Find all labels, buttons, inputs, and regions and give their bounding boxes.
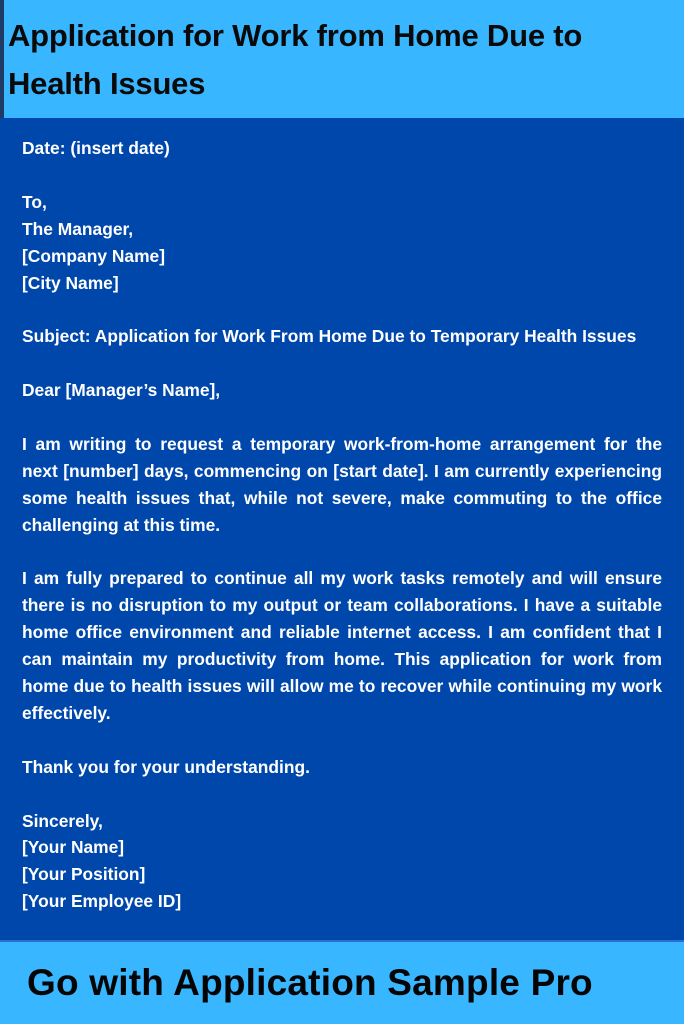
recipient-city: [City Name] [22,272,119,293]
letter-subject: Subject: Application for Work From Home Due to Temporary Health Issues [22,326,637,347]
recipient-to: To, [22,191,47,212]
letter-date: Date: (insert date) [22,138,170,158]
footer-tagline: Go with Application Sample Pro [27,962,593,1003]
letter-thanks: Thank you for your understanding. [22,756,310,777]
letter-paragraph-2: I am fully prepared to continue all my work tasks remotely and will ensure there is no disruption to my output or team collaborations. I have a suitable home office environment and reliable internet access. I am confident that I can maintain my productivity from home. This application for work from home due to health issues will allow me to recover while continuing my work effectively. [22,568,662,723]
closing-employee-id: [Your Employee ID] [22,891,182,912]
title-banner [0,0,684,118]
letter-paragraph-1: I am writing to request a temporary work-from-home arrangement for the next [number] days, commencing on [start date]. I am currently experiencing some health issues that, while not severe, make commuting to the office challenging at this time. [22,433,662,535]
closing-sign-off: Sincerely, [22,810,103,831]
closing-name: [Your Name] [22,837,125,858]
recipient-company: [Company Name] [22,245,166,266]
letter-salutation: Dear [Manager’s Name], [22,380,221,401]
recipient-block [22,189,662,297]
closing-position: [Your Position] [22,864,146,885]
letter-body [22,135,662,942]
recipient-manager: The Manager, [22,218,134,239]
footer-banner [0,940,684,1024]
page-title: Application for Work from Home Due to Health Issues [8,18,583,101]
closing-block [22,808,662,916]
